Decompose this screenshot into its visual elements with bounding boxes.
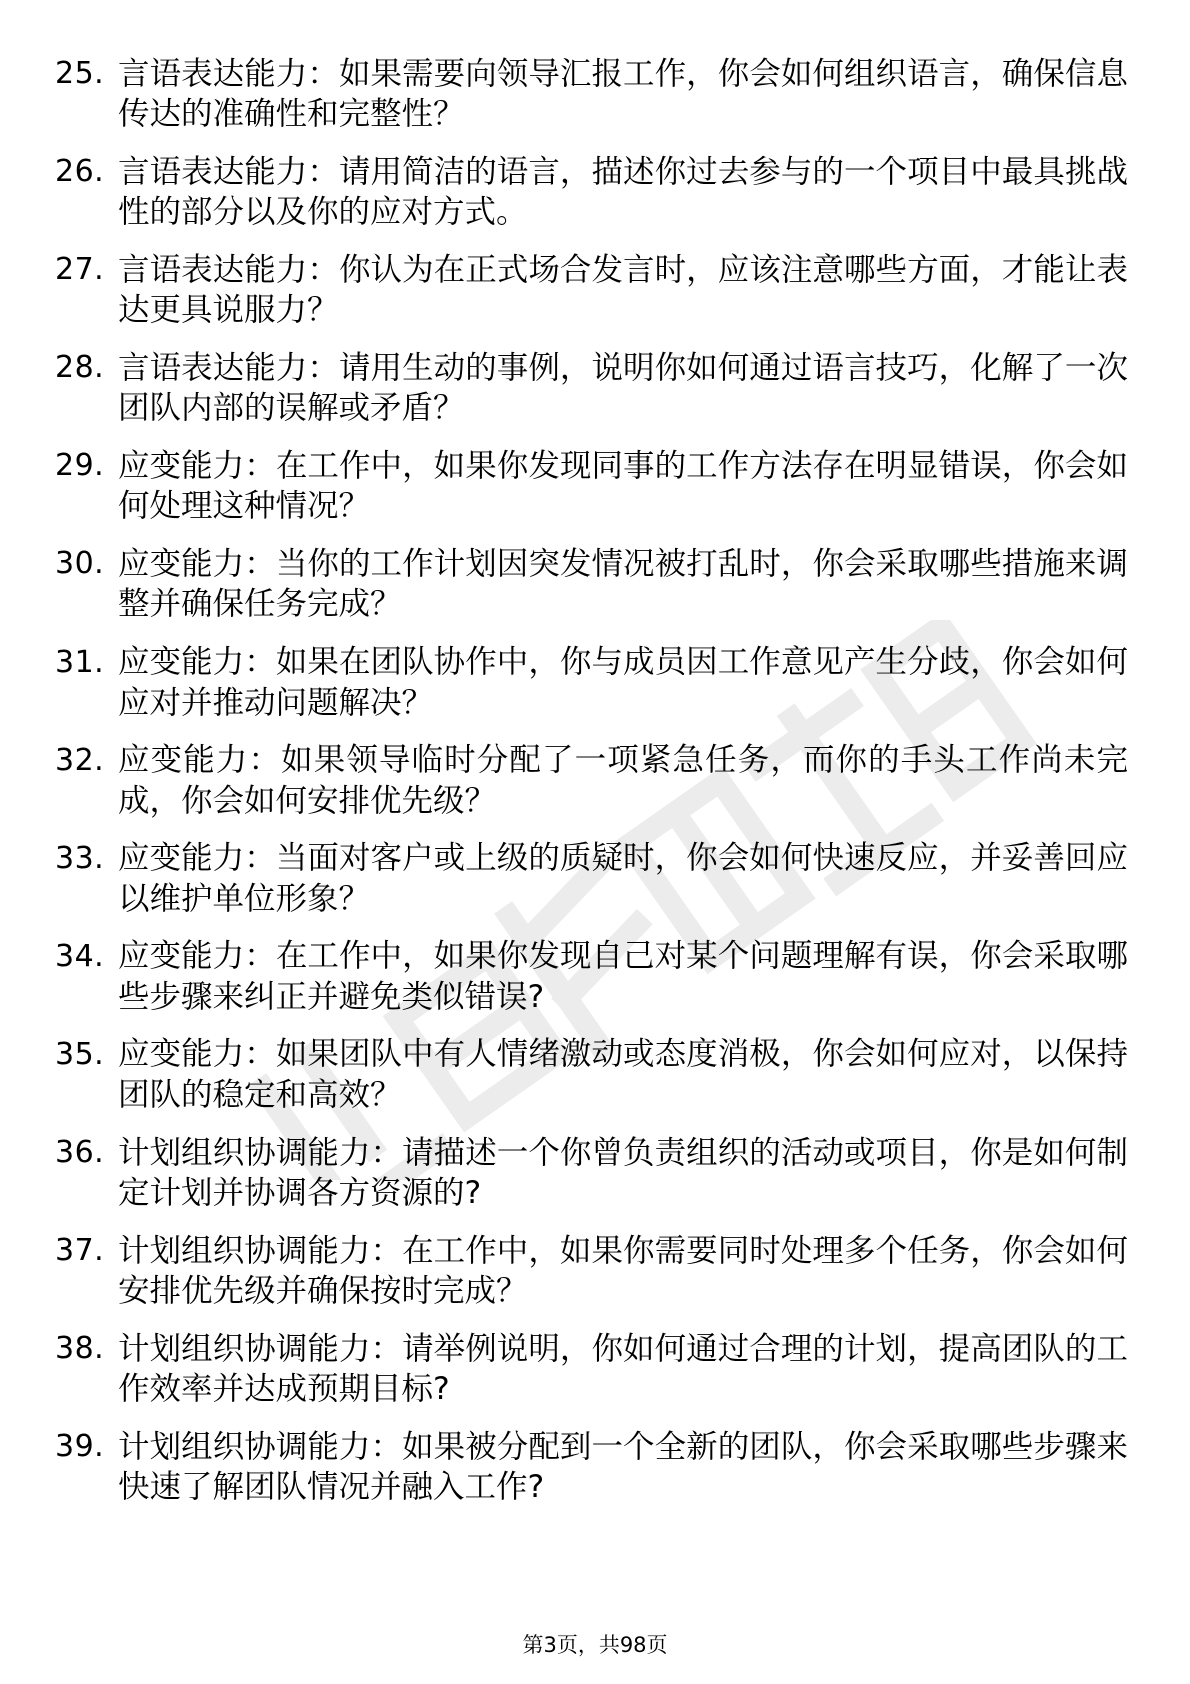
question-number: 26. bbox=[55, 154, 105, 190]
question-item bbox=[55, 1425, 1135, 1508]
question-text: 言语表达能力：请用生动的事例，说明你如何通过语言技巧，化解了一次团队内部的误解或矛盾？ bbox=[118, 349, 1128, 427]
question-item bbox=[55, 1327, 1135, 1410]
question-text: 言语表达能力：如果需要向领导汇报工作，你会如何组织语言，确保信息传达的准确性和完整性？ bbox=[118, 55, 1128, 132]
question-text: 言语表达能力：你认为在正式场合发言时，应该注意哪些方面，才能让表达更具说服力？ bbox=[118, 251, 1128, 329]
question-text: 应变能力：如果在团队协作中，你与成员因工作意见产生分歧，你会如何应对并推动问题解决？ bbox=[118, 644, 1128, 721]
question-number: 31. bbox=[55, 644, 105, 680]
question-item bbox=[55, 52, 1135, 135]
question-item bbox=[55, 542, 1135, 625]
page-number-footer: 第3页，共98页 bbox=[522, 1633, 668, 1657]
question-number: 37. bbox=[55, 1233, 105, 1269]
question-text: 应变能力：在工作中，如果你发现同事的工作方法存在明显错误，你会如何处理这种情况？ bbox=[118, 447, 1128, 525]
question-item bbox=[55, 150, 1135, 233]
question-number: 32. bbox=[55, 742, 105, 778]
question-number: 25. bbox=[55, 56, 105, 91]
question-number: 27. bbox=[55, 252, 105, 288]
question-text: 计划组织协调能力：如果被分配到一个全新的团队，你会采取哪些步骤来快速了解团队情况并融入工作? bbox=[118, 1428, 1128, 1506]
question-number: 39. bbox=[55, 1429, 105, 1465]
question-number: 30. bbox=[55, 546, 105, 582]
question-text: 言语表达能力：请用简洁的语言，描述你过去参与的一个项目中最具挑战性的部分以及你的应对方式。 bbox=[118, 153, 1128, 231]
question-text: 计划组织协调能力：请举例说明，你如何通过合理的计划，提高团队的工作效率并达成预期目标? bbox=[118, 1330, 1128, 1408]
question-number: 35. bbox=[55, 1036, 105, 1072]
question-number: 36. bbox=[55, 1135, 105, 1171]
question-number: 34. bbox=[55, 938, 105, 974]
question-number: 29. bbox=[55, 448, 105, 484]
question-item bbox=[55, 248, 1135, 331]
question-text: 应变能力：当你的工作计划因突发情况被打乱时，你会采取哪些措施来调整并确保任务完成？ bbox=[118, 545, 1128, 623]
question-item bbox=[55, 346, 1135, 429]
question-item bbox=[55, 641, 1135, 724]
question-item bbox=[55, 739, 1135, 822]
question-text: 计划组织协调能力：请描述一个你曾负责组织的活动或项目，你是如何制定计划并协调各方资源的? bbox=[118, 1134, 1128, 1212]
question-item bbox=[55, 444, 1135, 527]
question-number: 28. bbox=[55, 350, 105, 386]
question-text: 应变能力：当面对客户或上级的质疑时，你会如何快速反应，并妥善回应以维护单位形象？ bbox=[118, 840, 1128, 917]
question-text: 应变能力：如果领导临时分配了一项紧急任务，而你的手头工作尚未完成，你会如何安排优先级？ bbox=[118, 742, 1128, 819]
question-item bbox=[55, 837, 1135, 920]
question-number: 38. bbox=[55, 1331, 105, 1367]
question-text: 应变能力：如果团队中有人情绪激动或态度消极，你会如何应对，以保持团队的稳定和高效？ bbox=[118, 1036, 1128, 1113]
question-number: 33. bbox=[55, 840, 105, 876]
question-list bbox=[55, 52, 1135, 1523]
question-item bbox=[55, 1229, 1135, 1312]
question-text: 计划组织协调能力：在工作中，如果你需要同时处理多个任务，你会如何安排优先级并确保按时完成？ bbox=[118, 1232, 1128, 1310]
question-text: 应变能力：在工作中，如果你发现自己对某个问题理解有误，你会采取哪些步骤来纠正并避免类似错误? bbox=[118, 938, 1128, 1015]
question-item bbox=[55, 1131, 1135, 1214]
question-item bbox=[55, 935, 1135, 1018]
question-item bbox=[55, 1033, 1135, 1116]
